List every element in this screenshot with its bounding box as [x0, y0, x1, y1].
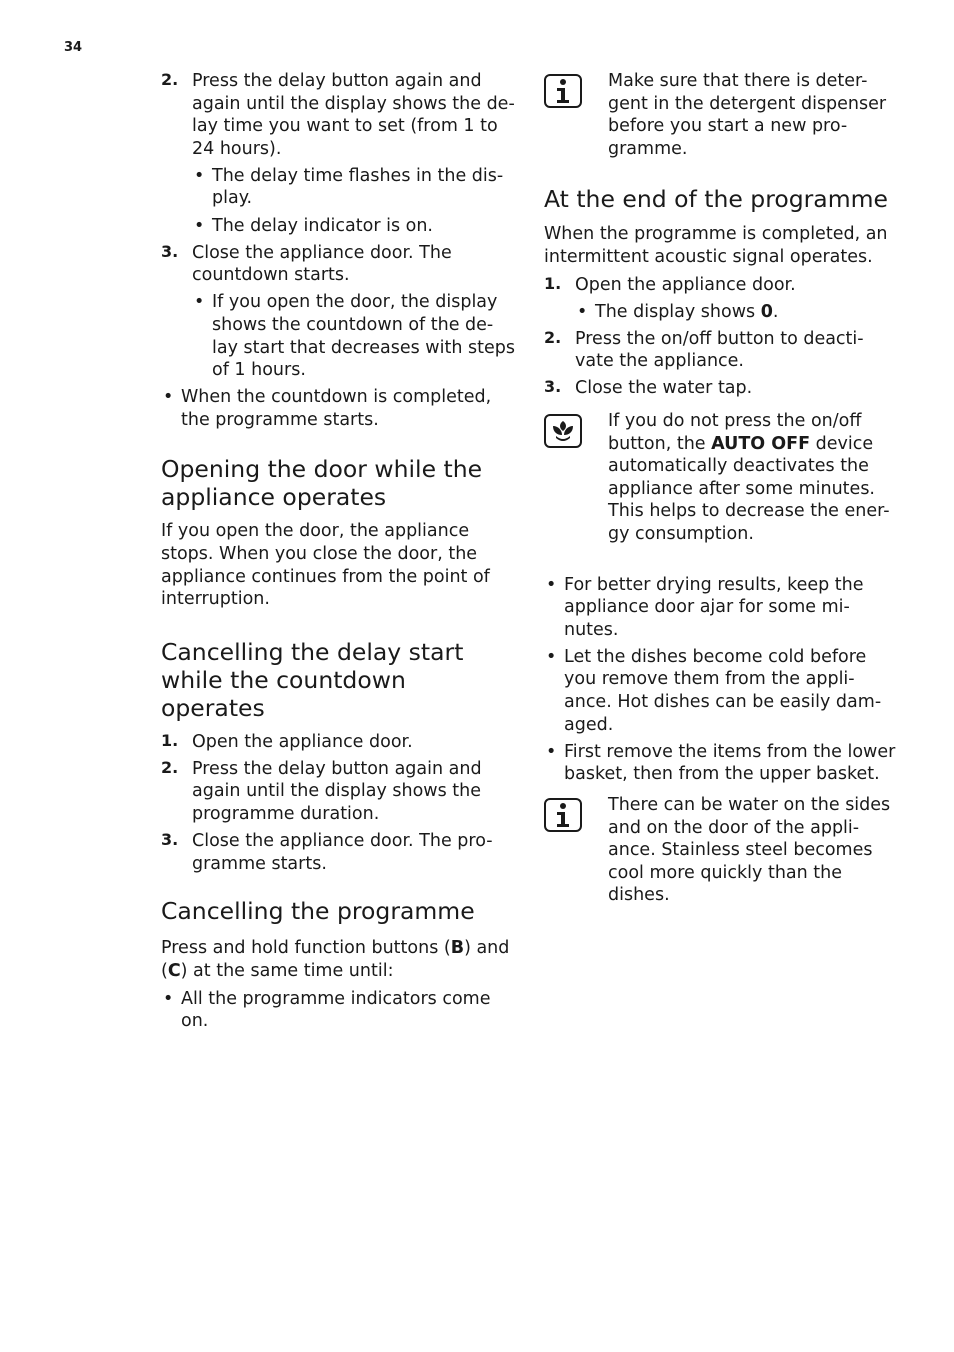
countdown-bullet-list	[161, 386, 515, 431]
text-segment: .	[772, 301, 779, 322]
step-number: 1.	[544, 273, 562, 293]
step-number: 1.	[161, 730, 179, 750]
text-segment: Press and hold function buttons (	[161, 938, 451, 959]
left-column	[161, 70, 515, 1037]
step-cancel-2	[161, 758, 515, 826]
note-text	[608, 410, 898, 546]
heading-end-programme: At the end of the programme	[544, 185, 888, 214]
step-text: Open the appliance door.	[575, 274, 796, 295]
step-number: 2.	[544, 327, 562, 347]
step-number: 3.	[161, 241, 179, 261]
environment-tip-icon	[544, 414, 582, 448]
note-water	[544, 794, 898, 907]
info-icon	[544, 798, 582, 832]
step-delay-2	[161, 70, 515, 160]
step-number: 3.	[161, 830, 179, 850]
list-item: • The delay time flashes in the dis-play.	[192, 165, 515, 210]
step-cancel-3	[161, 830, 515, 875]
list-item: • If you open the door, the display shows the countdown of the de-lay start that decreases with steps of 1 hours.	[192, 291, 515, 381]
list-item: • All the programme indicators come on.	[161, 988, 515, 1033]
text-segment: ) and (	[161, 938, 510, 981]
step-number: 3.	[544, 377, 562, 397]
step-text: Press the delay button again and again until the display shows the programme duration.	[192, 758, 482, 825]
note-text: Make sure that there is deter-gent in the detergent dispenser before you start a new pro-gramme.	[608, 71, 887, 159]
list-item: • First remove the items from the lower basket, then from the upper basket.	[544, 741, 898, 786]
heading-opening-door: Opening the door while the appliance operates	[161, 455, 483, 512]
text-segment: If you do not press the on/off button, the	[608, 411, 862, 454]
list-item: • The delay indicator is on.	[192, 215, 515, 238]
step-delay-3	[161, 242, 515, 287]
cancel-delay-steps	[161, 731, 515, 876]
step-text: Press the on/off button to deacti-vate the appliance.	[575, 328, 864, 372]
text-segment: device automatically deactivates the appliance after some minutes. This helps to decrease the ener-gy consumption.	[608, 433, 890, 544]
step-end-3	[544, 377, 898, 400]
list-item	[575, 301, 898, 324]
paragraph-end-intro: When the programme is completed, an intermittent acoustic signal operates.	[544, 224, 888, 267]
list-item: • For better drying results, keep the appliance door ajar for some mi-nutes.	[544, 574, 898, 642]
note-text: There can be water on the sides and on the door of the appli-ance. Stainless steel becomes cool more quickly than the dishes.	[608, 794, 891, 906]
step-text: Open the appliance door.	[192, 731, 413, 752]
right-column	[544, 70, 898, 907]
step-text: Close the appliance door. The pro-gramme starts.	[192, 831, 493, 874]
paragraph-opening-door: If you open the door, the appliance stops. When you close the door, the appliance continues from the point of interruption.	[161, 521, 490, 610]
step3-bullet-list	[161, 291, 515, 381]
note-detergent	[544, 70, 898, 160]
paragraph-cancel-programme	[161, 937, 515, 982]
display-value: 0	[760, 301, 773, 322]
step-cancel-1	[161, 731, 515, 754]
step-end-1	[544, 274, 898, 297]
text-segment: ) at the same time until:	[180, 960, 394, 981]
text-segment: The display shows	[595, 301, 761, 322]
heading-cancel-programme: Cancelling the programme	[161, 897, 475, 926]
tips-list	[544, 574, 898, 786]
step-text: Close the water tap.	[575, 378, 753, 399]
step-text: Press the delay button again and again until the display shows the de-lay time you want to set (from 1 to 24 hours).	[192, 71, 515, 159]
step-end-2	[544, 328, 898, 373]
info-icon	[544, 74, 582, 108]
list-item: • Let the dishes become cold before you remove them from the appli-ance. Hot dishes can be easily dam-aged.	[544, 646, 898, 736]
cancel-programme-bullets	[161, 988, 515, 1033]
auto-off-label: AUTO OFF	[711, 433, 811, 454]
heading-cancel-delay: Cancelling the delay start while the countdown operates	[161, 637, 464, 722]
key-b: B	[450, 938, 465, 959]
step-number: 2.	[161, 70, 179, 89]
key-c: C	[167, 960, 181, 981]
step-number: 2.	[161, 757, 179, 777]
list-item: • When the countdown is completed, the programme starts.	[161, 386, 515, 431]
step2-bullet-list	[161, 165, 515, 237]
note-auto-off	[544, 410, 898, 546]
step-text: Close the appliance door. The countdown starts.	[192, 242, 452, 286]
step1-bullet-list	[544, 301, 898, 324]
page-number: 34	[64, 40, 83, 55]
end-steps	[544, 274, 898, 400]
